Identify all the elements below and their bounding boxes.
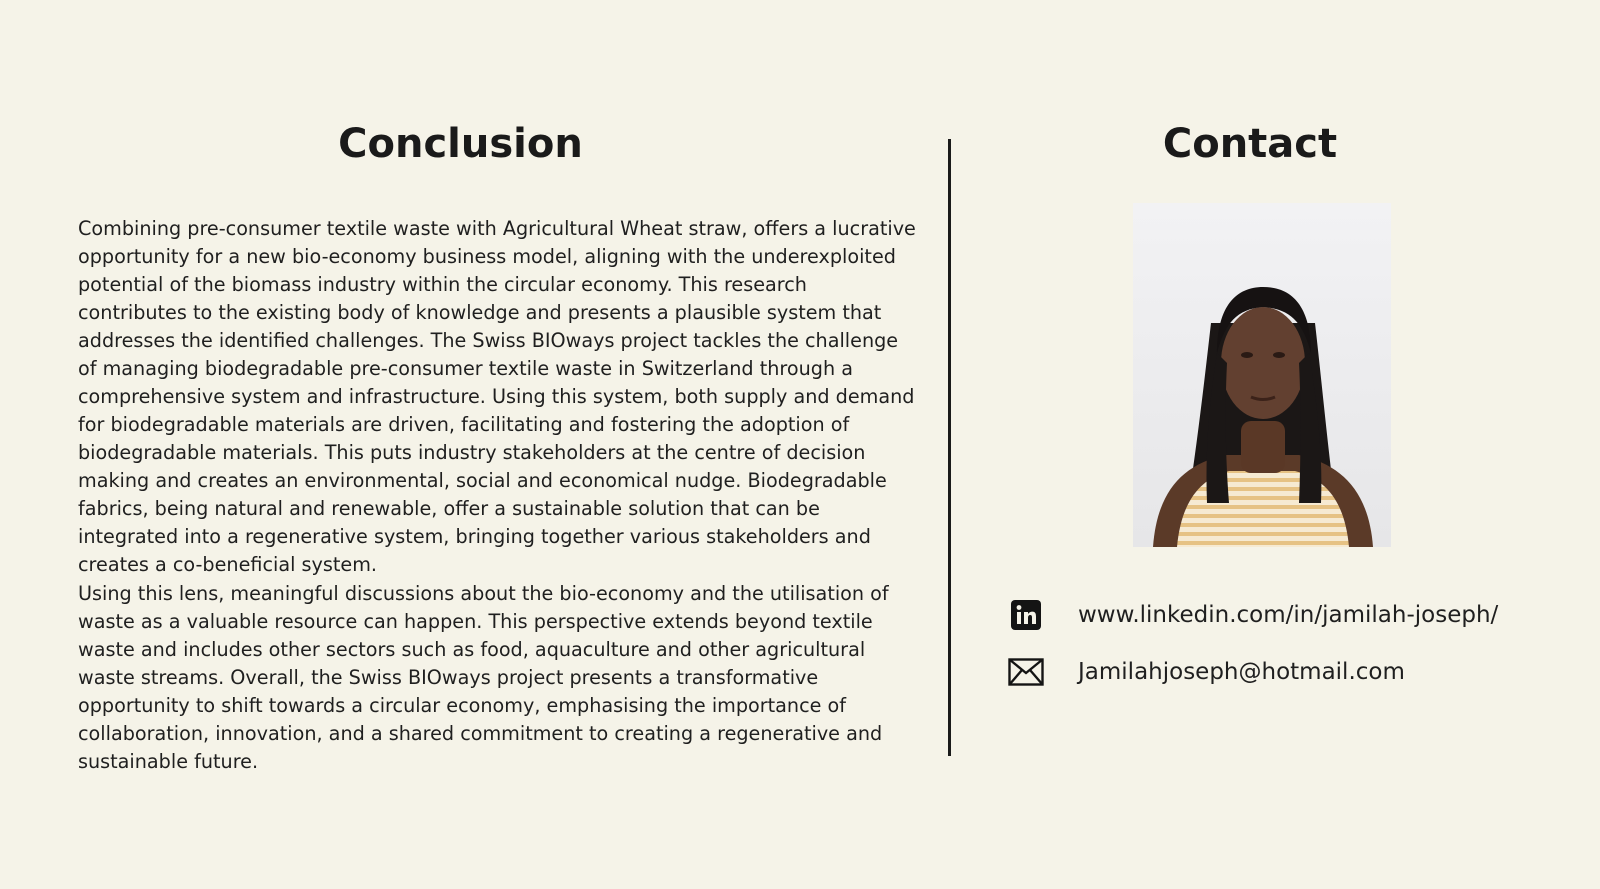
email-address[interactable]: Jamilahjoseph@hotmail.com (1078, 659, 1405, 685)
profile-photo (1133, 203, 1391, 547)
envelope-icon (1008, 654, 1044, 690)
linkedin-icon (1008, 597, 1044, 633)
vertical-divider (948, 139, 951, 756)
conclusion-paragraph-2: Using this lens, meaningful discussions about the bio-economy and the utilisation of waste as a valuable resource can happen. This perspective extends beyond textile waste and includes other sectors such as food, aquaculture and other agricultural waste streams. Overall, the Swiss BIOways project presents a transformative opportunity to shift towards a circular economy, emphasising the importance of collaboration, innovation, and a shared commitment to creating a regenerative and sustainable future. (78, 582, 889, 773)
conclusion-title: Conclusion (338, 121, 583, 167)
linkedin-url[interactable]: www.linkedin.com/in/jamilah-joseph/ (1078, 602, 1499, 628)
contact-title: Contact (1162, 121, 1338, 167)
conclusion-paragraph-1: Combining pre-consumer textile waste with Agricultural Wheat straw, offers a lucrative opportunity for a new bio-economy business model, aligning with the underexploited potential of the biomass industry within the circular economy. This research contributes to the existing body of knowledge and presents a plausible system that addresses the identified challenges. The Swiss BIOways project tackles the challenge of managing biodegradable pre-consumer textile waste in Switzerland through a comprehensive system and infrastructure. Using this system, both supply and demand for biodegradable materials are driven, facilitating and fostering the adoption of biodegradable materials. This puts industry stakeholders at the centre of decision making and creates an environmental, social and economical nudge. Biodegradable fabrics, being natural and renewable, offer a sustainable solution that can be integrated into a regenerative system, bringing together various stakeholders and creates a co-beneficial system. (78, 217, 916, 576)
linkedin-contact[interactable] (1008, 595, 1498, 635)
email-contact[interactable] (1008, 652, 1405, 692)
